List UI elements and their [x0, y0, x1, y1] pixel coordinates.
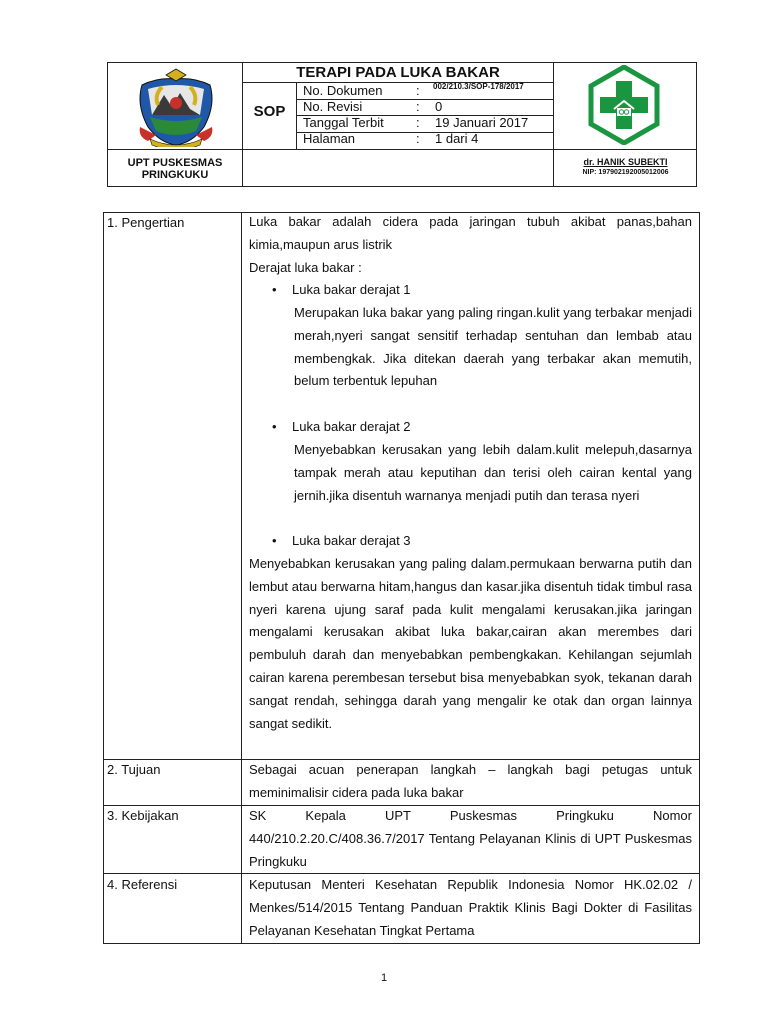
page-number: 1	[380, 972, 388, 984]
meta-separator: :	[416, 99, 420, 114]
meta-key: Halaman	[303, 131, 356, 146]
column-divider	[241, 213, 242, 943]
header-divider	[553, 149, 697, 150]
referensi-text: Keputusan Menteri Kesehatan Republik Indonesia Nomor HK.02.02 / Menkes/514/2015 Tentang Panduan Praktik Klinis Bagi Dokter di Fasilitas Pelayanan Kesehatan Tingkat Pertama	[249, 877, 692, 938]
degree-3-text: Menyebabkan kerusakan yang paling dalam.permukaan berwarna putih dan lembut atau berwarna hitam,hangus dan kasar.jika disentuh tidak timbul rasa nyeri karena ujung saraf pada kulit mengalami kerusakan.jika jaringan mengalami kerusakan akibat luka bakar,cairan akan merembes dari pembuluh darah dan menyebabkan pembengkakan. Kehilangan sejumlah cairan karena perembesan tersebut bisa menyebabkan syok, tekanan darah sangat rendah, sehingga darah yang mengalir ke otak dan organ lainnya sangat sedikit.	[249, 556, 692, 731]
header-divider	[242, 149, 553, 150]
degree-1-label: Luka bakar derajat 1	[292, 282, 411, 297]
meta-separator: :	[416, 131, 420, 146]
pengertian-intro	[249, 211, 692, 279]
derajat-heading: Derajat luka bakar :	[249, 259, 362, 275]
signatory-nip: NIP: 197902192005012006	[582, 169, 669, 176]
meta-value: 0	[435, 99, 443, 114]
meta-key: No. Revisi	[303, 99, 363, 114]
section-label-tujuan: 2. Tujuan	[107, 762, 161, 777]
puskesmas-logo	[584, 65, 664, 145]
meta-row-revision	[297, 99, 553, 115]
tujuan-text: Sebagai acuan penerapan langkah – langkah bagi petugas untuk meminimalisir cidera pada luka bakar	[249, 762, 692, 800]
degree-2-label: Luka bakar derajat 2	[292, 419, 411, 434]
meta-key: Tanggal Terbit	[303, 115, 384, 130]
meta-value: 002/210.3/SOP-178/2017	[433, 82, 524, 91]
section-label-referensi: 4. Referensi	[107, 877, 178, 892]
kebijakan-text: SK Kepala UPT Puskesmas Pringkuku Nomor 440/210.2.20.C/408.36.7/2017 Tentang Pelayanan Klinis di UPT Puskesmas Pringkuku	[249, 808, 692, 869]
sop-header	[107, 62, 697, 187]
organization-name: UPT PUSKESMAS PRINGKUKU	[127, 157, 223, 181]
meta-value: 19 Januari 2017	[435, 115, 529, 130]
signatory-name: dr. HANIK SUBEKTI	[583, 157, 668, 167]
bullet-icon: •	[272, 282, 277, 297]
section-label-pengertian: 1. Pengertian	[107, 215, 185, 230]
sop-content-table	[103, 212, 700, 944]
meta-row-document-number	[297, 83, 553, 99]
degree-1-text: Merupakan luka bakar yang paling ringan.kulit yang terbakar menjadi merah,nyeri sangat sensitif terhadap sentuhan dan lembab atau membengkak. Jika ditekan daerah yang terbakar akan memutih, belum terbentuk lepuhan	[294, 305, 692, 389]
sop-title: TERAPI PADA LUKA BAKAR	[296, 64, 500, 81]
header-divider	[553, 63, 554, 186]
degree-2-text: Menyebabkan kerusakan yang lebih dalam.kulit melepuh,dasarnya tampak merah atau keputihan dan terisi oleh cairan kental yang jernih.jika disentuh warnanya menjadi putih dan terasa nyeri	[294, 442, 692, 503]
pengertian-intro-text: Luka bakar adalah cidera pada jaringan tubuh akibat panas,bahan kimia,maupun arus listrik	[249, 214, 692, 252]
meta-separator: :	[416, 115, 420, 130]
section-label-kebijakan: 3. Kebijakan	[107, 808, 179, 823]
meta-key: No. Dokumen	[303, 83, 383, 98]
meta-row-issue-date	[297, 115, 553, 131]
bullet-icon: •	[272, 533, 277, 548]
meta-separator: :	[416, 83, 420, 98]
sop-label: SOP	[253, 103, 286, 120]
meta-row-page	[297, 131, 553, 147]
header-divider	[108, 149, 242, 150]
regional-emblem-logo	[130, 65, 222, 147]
degree-3-label: Luka bakar derajat 3	[292, 533, 411, 548]
meta-value: 1 dari 4	[435, 131, 479, 146]
bullet-icon: •	[272, 419, 277, 434]
